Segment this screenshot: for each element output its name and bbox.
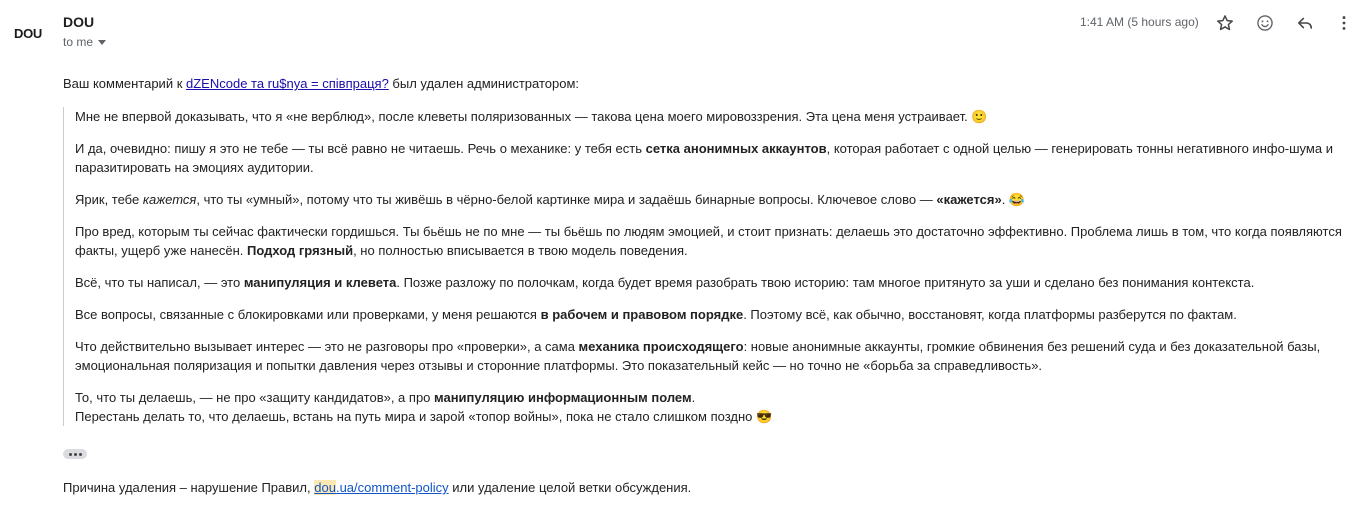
- more-options-button[interactable]: [1331, 10, 1357, 36]
- dot-icon: [69, 453, 72, 456]
- comment-policy-link[interactable]: dou.ua/comment-policy: [314, 480, 449, 495]
- emoji-icon: [1255, 13, 1275, 33]
- quote-paragraph-6: Все вопросы, связанные с блокировками или проверками, у меня решаются в рабочем и правовом порядке. Поэтому всё, как обычно, восстановят, когда платформы разберутся по фактам.: [75, 307, 1237, 322]
- quoted-comment: [63, 107, 1354, 426]
- dot-icon: [79, 453, 82, 456]
- quote-paragraph-4: Про вред, которым ты сейчас фактически гордишься. Ты бьёшь не по мне — ты бьёшь по людям эмоцией, и стоит признать: делаешь это достаточно эффективно. Проблема лишь в том, что когда появляются факты, ущерб уже нанесён. Подход грязный, но полностью вписывается в твою модель поведения.: [75, 224, 1342, 258]
- article-link[interactable]: dZENcode та ru$nya = співпраця?: [186, 76, 389, 91]
- dot-icon: [74, 453, 77, 456]
- quote-paragraph-2: И да, очевидно: пишу я это не тебе — ты всё равно не читаешь. Речь о механике: у тебя есть сетка анонимных аккаунтов, которая работает с одной целью — генерировать тонны негативного инфо-шума и паразитировать на эмоциях аудитории.: [75, 141, 1333, 175]
- sender-name: DOU: [63, 14, 95, 30]
- deletion-reason: Причина удаления – нарушение Правил, dou.ua/comment-policy или удаление целой ветки обсуждения.: [63, 480, 692, 495]
- recipient-toggle[interactable]: [63, 35, 106, 49]
- reply-icon: [1295, 13, 1315, 33]
- quote-paragraph-1: Мне не впервой доказывать, что я «не верблюд», после клеветы поляризованных — такова цена моего мировоззрения. Эта цена меня устраивает. 🙂: [75, 109, 988, 124]
- more-vert-icon: [1334, 13, 1354, 33]
- quote-paragraph-5: Всё, что ты написал, — это манипуляция и клевета. Позже разложу по полочкам, когда будет время разобрать твою историю: там многое притянуто за уши и сделано без понимания контекста.: [75, 275, 1255, 290]
- quote-paragraph-7: Что действительно вызывает интерес — это не разговоры про «проверки», а сама механика происходящего: новые анонимные аккаунты, громкие обвинения без решений суда и без доказательной базы, эмоциональная поляризация и попытки давления через отзывы и сторонние платформы. Это показательный кейс — но точно не «борьба за справедливость».: [75, 339, 1321, 373]
- sender-avatar: DOU: [14, 25, 42, 41]
- quote-paragraph-8: То, что ты делаешь, — не про «защиту кандидатов», а про манипуляцию информационным полем. Перестань делать то, что делаешь, встань на путь мира и зарой «топор войны», пока не стало слишком поздно 😎: [75, 390, 773, 424]
- recipient-label: to me: [63, 35, 94, 49]
- timestamp: 1:41 AM (5 hours ago): [1080, 15, 1199, 29]
- star-button[interactable]: [1212, 10, 1238, 36]
- quote-paragraph-3: Ярик, тебе кажется, что ты «умный», потому что ты живёшь в чёрно-белой картинке мира и задаёшь бинарные вопросы. Ключевое слово — «кажется». 😂: [75, 192, 1026, 207]
- reply-button[interactable]: [1292, 10, 1318, 36]
- star-icon: [1215, 13, 1235, 33]
- chevron-down-icon: [98, 40, 106, 45]
- show-trimmed-content-button[interactable]: [63, 449, 87, 459]
- emoji-reaction-button[interactable]: [1252, 10, 1278, 36]
- message-body: [63, 74, 1353, 497]
- intro-line: Ваш комментарий к dZENcode та ru$nya = співпраця? был удален администратором:: [63, 76, 580, 91]
